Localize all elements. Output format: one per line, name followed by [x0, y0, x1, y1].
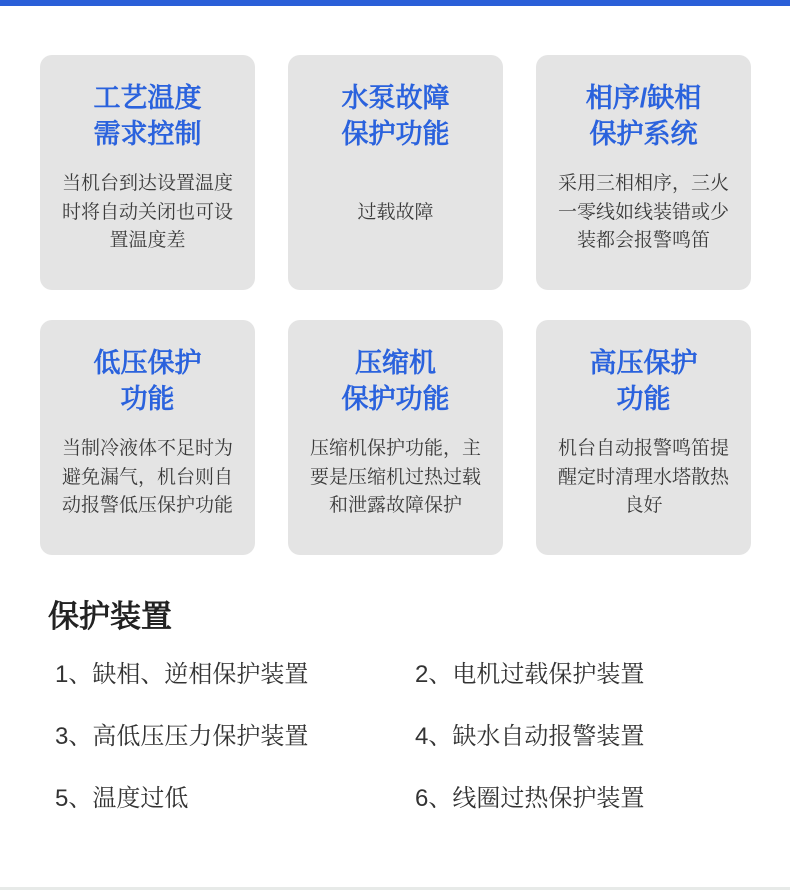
card-title [590, 346, 698, 417]
card-title [586, 81, 702, 152]
section-heading-protection-devices: 保护装置 [48, 599, 172, 634]
list-item: 3、高低压压力保护装置 [55, 723, 309, 750]
card-title [94, 346, 202, 417]
card-body: 当制冷液体不足时为避免漏气，机台则自动报警低压保护功能 [61, 438, 233, 517]
card-body: 机台自动报警鸣笛提醒定时清理水塔散热良好 [557, 438, 729, 517]
list-item: 6、线圈过热保护装置 [415, 785, 645, 812]
card-title-line1: 水泵故障 [341, 83, 450, 113]
feature-card-phase-sequence [536, 55, 751, 290]
list-item: 4、缺水自动报警装置 [415, 723, 645, 750]
feature-card-water-pump [288, 55, 503, 290]
card-title-line2: 需求控制 [93, 118, 202, 149]
card-title-line1: 高压保护 [589, 348, 698, 378]
card-title-line1: 相序/缺相 [585, 83, 702, 113]
card-title-line2: 功能 [616, 383, 671, 414]
card-title-line1: 低压保护 [93, 348, 202, 378]
card-title [94, 81, 202, 152]
list-item: 2、电机过载保护装置 [415, 661, 645, 688]
top-accent-bar [0, 0, 790, 6]
list-item: 1、缺相、逆相保护装置 [55, 661, 309, 688]
card-body: 过载故障 [357, 201, 434, 223]
card-title-line2: 保护系统 [589, 118, 698, 149]
list-item: 5、温度过低 [55, 785, 189, 812]
protection-device-list [55, 654, 745, 813]
feature-cards-grid [40, 55, 750, 555]
card-title [342, 346, 450, 417]
card-title-line2: 保护功能 [341, 383, 450, 414]
card-title-line2: 功能 [120, 383, 175, 414]
card-body: 采用三相相序，三火一零线如线装错或少装都会报警鸣笛 [557, 173, 729, 252]
feature-card-compressor [288, 320, 503, 555]
card-title-line1: 工艺温度 [93, 83, 202, 113]
bottom-separator-line [0, 887, 790, 890]
card-body: 当机台到达设置温度时将自动关闭也可设置温度差 [61, 173, 233, 252]
card-title [342, 81, 450, 152]
card-body: 压缩机保护功能，主要是压缩机过热过载和泄露故障保护 [309, 438, 481, 517]
feature-card-low-pressure [40, 320, 255, 555]
card-title-line1: 压缩机 [355, 348, 436, 378]
feature-card-high-pressure [536, 320, 751, 555]
feature-card-process-temperature [40, 55, 255, 290]
card-title-line2: 保护功能 [341, 118, 450, 149]
